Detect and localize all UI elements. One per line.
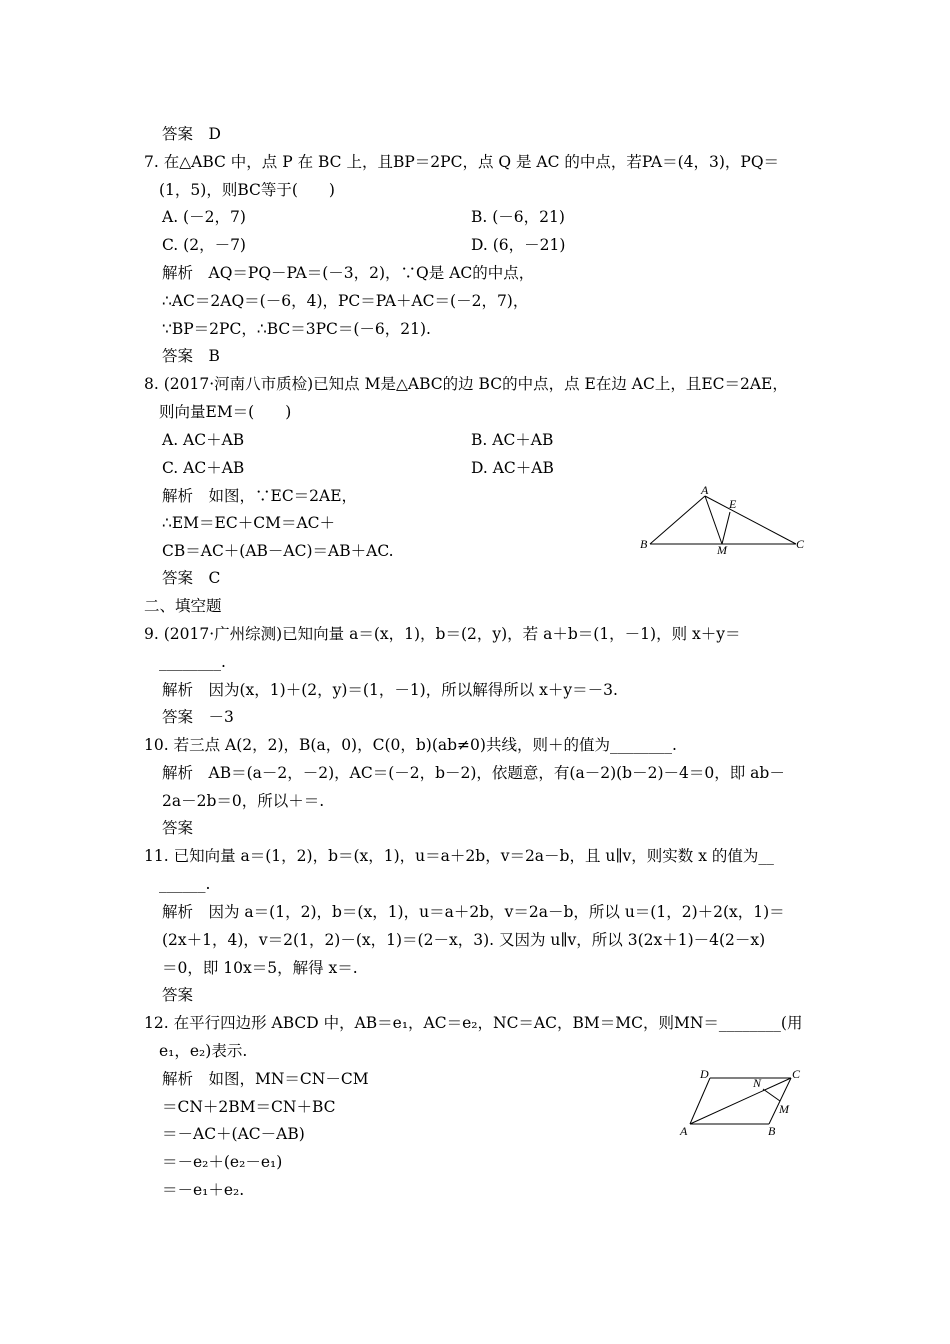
- label-B: B: [768, 1124, 776, 1138]
- text-line: 7. 在△ABC 中，点 P 在 BC 上，且BP＝2PC，点 Q 是 AC 的中点，若PA＝(4，3)，PQ＝: [144, 153, 780, 171]
- label-C: C: [796, 537, 805, 551]
- text-line: ∵BP＝2PC，∴BC＝3PC＝(－6，21).: [162, 320, 431, 338]
- text-line: C. (2，－7): [162, 236, 246, 254]
- text-line: 9. (2017·广州综测)已知向量 a＝(x，1)，b＝(2，y)，若 a＋b＝(1，－1)，则 x＋y＝: [144, 625, 741, 643]
- text-line: 答案 D: [162, 125, 221, 143]
- label-M: M: [717, 543, 727, 554]
- label-E: E: [729, 497, 737, 511]
- text-line: 解析 AB＝(a－2，－2)，AC＝(－2，b－2)，依题意，有(a－2)(b－2)－4＝0，即 ab－: [162, 764, 785, 782]
- segment-EM: [722, 512, 730, 544]
- text-line: ＝－e₂＋(e₂－e₁): [162, 1153, 283, 1171]
- label-A: A: [680, 1124, 688, 1138]
- text-line: e₁，e₂)表示.: [159, 1042, 248, 1060]
- segment-NM: [763, 1089, 780, 1101]
- label-D: D: [700, 1067, 709, 1081]
- label-N: N: [753, 1076, 762, 1090]
- text-line: 答案 B: [162, 347, 220, 365]
- text-line: 二、填空题: [144, 597, 222, 615]
- label-B: B: [640, 537, 648, 551]
- label-C: C: [792, 1067, 801, 1081]
- parallelogram-figure: [676, 1064, 811, 1144]
- text-line: 解析 因为(x，1)＋(2，y)＝(1，－1)，所以解得所以 x＋y＝－3.: [162, 681, 618, 699]
- text-line: ________.: [159, 653, 226, 671]
- text-line: 8. (2017·河南八市质检)已知点 M是△ABC的边 BC的中点，点 E在边 AC上，且EC＝2AE，: [144, 375, 788, 393]
- text-line: ∴AC＝2AQ＝(－6，4)，PC＝PA＋AC＝(－2，7)，: [162, 292, 529, 310]
- text-line: 答案: [162, 986, 194, 1004]
- text-line: 2a－2b＝0，所以＋＝.: [162, 792, 325, 810]
- text-line: 答案 －3: [162, 708, 234, 726]
- text-line: ＝－e₁＋e₂.: [162, 1181, 245, 1199]
- text-line: ＝0，即 10x＝5，解得 x＝.: [162, 959, 358, 977]
- text-line: 答案 C: [162, 569, 221, 587]
- text-line: (1，5)，则BC等于( ): [159, 181, 335, 199]
- segment-AB: [650, 496, 705, 544]
- text-line: 解析 如图，∵EC＝2AE，: [162, 487, 358, 505]
- text-line: ∴EM＝EC＋CM＝AC＋: [162, 514, 336, 532]
- text-line: B. (－6，21): [471, 208, 565, 226]
- text-line: A. (－2，7): [162, 208, 246, 226]
- label-M: M: [779, 1102, 789, 1116]
- segment-DA: [690, 1078, 710, 1124]
- text-line: 解析 如图，MN＝CN－CM: [162, 1070, 369, 1088]
- text-line: CB＝AC＋(AB－AC)＝AB＋AC.: [162, 542, 394, 560]
- segment-AC: [690, 1078, 791, 1124]
- text-line: 解析 因为 a＝(1，2)，b＝(x，1)，u＝a＋2b，v＝2a－b，所以 u＝(1，2)＋2(x，1)＝: [162, 903, 785, 921]
- text-line: 则向量EM＝( ): [159, 403, 292, 421]
- text-line: A. AC＋AB: [162, 431, 245, 449]
- text-line: ＝－AC＋(AC－AB): [162, 1125, 305, 1143]
- text-line: 答案: [162, 819, 194, 837]
- text-line: (2x＋1，4)，v＝2(1，2)－(x，1)＝(2－x，3). 又因为 u∥v，所以 3(2x＋1)－4(2－x): [162, 931, 766, 949]
- text-line: D. AC＋AB: [471, 459, 554, 477]
- segment-AC: [705, 496, 796, 544]
- text-line: C. AC＋AB: [162, 459, 245, 477]
- text-line: ＝CN＋2BM＝CN＋BC: [162, 1098, 336, 1116]
- text-line: 10. 若三点 A(2，2)，B(a，0)，C(0，b)(ab≠0)共线，则＋的值为________.: [144, 736, 677, 754]
- text-line: D. (6，－21): [471, 236, 566, 254]
- text-line: 11. 已知向量 a＝(1，2)，b＝(x，1)，u＝a＋2b，v＝2a－b，且 u∥v，则实数 x 的值为__: [144, 847, 774, 865]
- triangle-figure: [636, 484, 811, 554]
- text-line: 解析 AQ＝PQ－PA＝(－3，2)，∵Q是 AC的中点，: [162, 264, 535, 282]
- text-line: ______.: [159, 875, 211, 893]
- text-line: B. AC＋AB: [471, 431, 554, 449]
- label-A: A: [701, 484, 709, 497]
- text-line: 12. 在平行四边形 ABCD 中，AB＝e₁，AC＝e₂，NC＝AC，BM＝MC，则MN＝________(用: [144, 1014, 803, 1032]
